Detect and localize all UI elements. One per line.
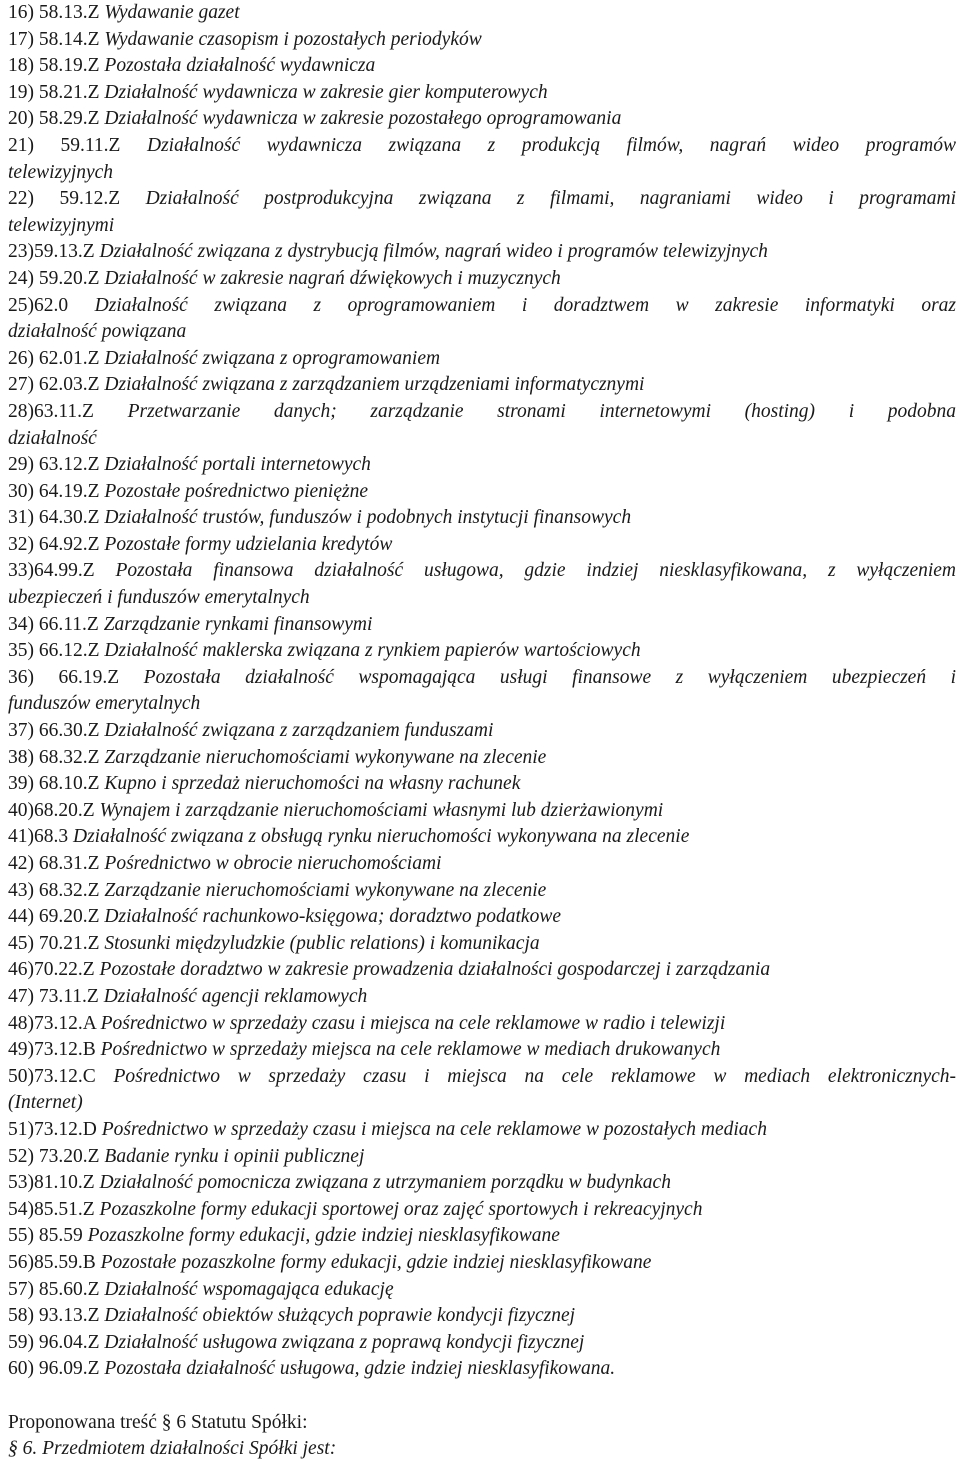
activity-code: 16) 58.13.Z <box>8 2 100 23</box>
activity-description-continuation: ubezpieczeń i funduszów emerytalnych <box>8 587 310 609</box>
list-item <box>8 612 956 639</box>
activity-description: Działalność związana z oprogramowaniem <box>104 347 441 369</box>
activity-code: 28)63.11.Z <box>8 400 94 422</box>
proposal-section <box>8 1410 956 1463</box>
activity-code: 20) 58.29.Z <box>8 108 100 130</box>
activity-code: 38) 68.32.Z <box>8 746 100 768</box>
activity-code: 23)59.13.Z <box>8 241 95 263</box>
activity-description: Działalność maklerska związana z rynkiem papierów wartościowych <box>104 640 641 662</box>
activity-code: 32) 64.92.Z <box>8 533 100 555</box>
activity-description: Pośrednictwo w sprzedaży miejsca na cele reklamowe w mediach drukowanych <box>100 1039 721 1061</box>
activity-description: Pośrednictwo w obrocie nieruchomościami <box>104 853 442 874</box>
activity-description: Działalność postprodukcyjna związana z filmami, nagraniami wideo i programami <box>145 188 956 210</box>
list-item <box>8 53 956 80</box>
activity-description: Stosunki międzyludzkie (public relations) i komunikacja <box>104 932 540 954</box>
list-item <box>8 399 956 426</box>
activity-description: Działalność w zakresie nagrań dźwiękowych i muzycznych <box>104 267 561 289</box>
activity-code: 43) 68.32.Z <box>8 879 100 901</box>
activity-description: Działalność portali internetowych <box>104 454 371 476</box>
activity-code: 52) 73.20.Z <box>8 1145 100 1167</box>
activity-code: 22) 59.12.Z <box>8 188 121 210</box>
activity-list <box>8 0 956 1383</box>
activity-description: Badanie rynku i opinii publicznej <box>104 1145 365 1167</box>
activity-code: 40)68.20.Z <box>8 799 95 821</box>
activity-code: 59) 96.04.Z <box>8 1331 100 1353</box>
list-item <box>8 1117 956 1144</box>
list-item <box>8 239 956 266</box>
activity-code: 48)73.12.A <box>8 1012 96 1034</box>
activity-code: 51)73.12.D <box>8 1118 97 1140</box>
activity-code: 19) 58.21.Z <box>8 81 100 103</box>
activity-code: 47) 73.11.Z <box>8 985 99 1007</box>
activity-code: 37) 66.30.Z <box>8 720 100 742</box>
list-item <box>8 479 956 506</box>
document-page <box>8 0 956 1463</box>
section-gap <box>8 1383 956 1410</box>
activity-code: 55) 85.59 <box>8 1225 83 1247</box>
list-item <box>8 0 956 27</box>
activity-code: 39) 68.10.Z <box>8 773 100 795</box>
list-item-continuation <box>8 1090 956 1117</box>
list-item <box>8 372 956 399</box>
list-item <box>8 266 956 293</box>
list-item <box>8 293 956 320</box>
list-item <box>8 27 956 54</box>
activity-description: Pozostała działalność wydawnicza <box>104 55 376 77</box>
activity-code: 44) 69.20.Z <box>8 906 100 928</box>
activity-description: Działalność trustów, funduszów i podobnych instytucji finansowych <box>104 507 632 529</box>
activity-description: Przetwarzanie danych; zarządzanie stronami internetowymi (hosting) i podobna <box>127 400 956 422</box>
activity-description: Pozostałe pozaszkolne formy edukacji, gdzie indziej niesklasyfikowane <box>100 1251 652 1273</box>
activity-description: Pozostała finansowa działalność usługowa, gdzie indziej niesklasyfikowana, z wyłączeniem <box>115 560 956 582</box>
activity-description: Wydawanie gazet <box>104 2 240 23</box>
activity-description: Działalność związana z dystrybucją filmów, nagrań wideo i programów telewizyjnych <box>99 241 768 263</box>
activity-description: Pozostałe pośrednictwo pieniężne <box>104 480 368 502</box>
activity-code: 53)81.10.Z <box>8 1172 95 1194</box>
list-item <box>8 505 956 532</box>
list-item <box>8 984 956 1011</box>
list-item <box>8 931 956 958</box>
activity-code: 17) 58.14.Z <box>8 28 100 50</box>
list-item <box>8 824 956 851</box>
activity-description-continuation: telewizyjnych <box>8 161 114 183</box>
list-item-continuation <box>8 213 956 240</box>
list-item <box>8 1144 956 1171</box>
list-item <box>8 346 956 373</box>
list-item <box>8 1277 956 1304</box>
activity-description: Zarządzanie nieruchomościami wykonywane na zlecenie <box>104 879 547 901</box>
activity-description: Pozaszkolne formy edukacji sportowej oraz zajęć sportowych i rekreacyjnych <box>99 1198 703 1220</box>
list-item <box>8 1356 956 1383</box>
activity-code: 21) 59.11.Z <box>8 134 121 156</box>
activity-description-continuation: działalność powiązana <box>8 321 187 343</box>
activity-description-continuation: telewizyjnymi <box>8 214 115 236</box>
proposal-subheading: § 6. Przedmiotem działalności Spółki jest: <box>8 1438 337 1460</box>
list-item <box>8 665 956 692</box>
activity-description: Pozostała działalność wspomagająca usługi finansowe z wyłączeniem ubezpieczeń i <box>143 666 956 688</box>
list-item <box>8 904 956 931</box>
activity-code: 41)68.3 <box>8 826 69 848</box>
activity-description: Zarządzanie nieruchomościami wykonywane na zlecenie <box>104 746 547 768</box>
activity-code: 34) 66.11.Z <box>8 613 99 635</box>
list-item-continuation <box>8 585 956 612</box>
list-item <box>8 1064 956 1091</box>
list-item-continuation <box>8 160 956 187</box>
activity-description: Działalność rachunkowo-księgowa; doradztwo podatkowe <box>104 906 561 928</box>
list-item <box>8 106 956 133</box>
activity-code: 50)73.12.C <box>8 1065 96 1087</box>
activity-code: 49)73.12.B <box>8 1039 96 1061</box>
activity-description: Pozostałe doradztwo w zakresie prowadzenia działalności gospodarczej i zarządzania <box>99 959 771 981</box>
activity-description: Pozaszkolne formy edukacji, gdzie indziej niesklasyfikowane <box>87 1225 560 1247</box>
activity-description: Działalność usługowa związana z poprawą kondycji fizycznej <box>104 1331 585 1353</box>
activity-description: Działalność związana z oprogramowaniem i doradztwem w zakresie informatyki oraz <box>94 294 956 316</box>
proposal-heading: Proponowana treść § 6 Statutu Spółki: <box>8 1411 308 1433</box>
activity-description: Działalność obiektów służących poprawie kondycji fizycznej <box>104 1305 576 1327</box>
activity-description: Wynajem i zarządzanie nieruchomościami własnymi lub dzierżawionymi <box>99 799 664 821</box>
activity-description: Działalność wspomagająca edukację <box>104 1278 394 1300</box>
activity-code: 18) 58.19.Z <box>8 55 100 77</box>
list-item <box>8 1197 956 1224</box>
list-item <box>8 186 956 213</box>
list-item <box>8 1330 956 1357</box>
activity-code: 35) 66.12.Z <box>8 640 100 662</box>
activity-code: 30) 64.19.Z <box>8 480 100 502</box>
list-item <box>8 1011 956 1038</box>
list-item <box>8 558 956 585</box>
list-item <box>8 532 956 559</box>
activity-code: 26) 62.01.Z <box>8 347 100 369</box>
list-item <box>8 1303 956 1330</box>
activity-code: 45) 70.21.Z <box>8 932 100 954</box>
list-item <box>8 1223 956 1250</box>
activity-code: 57) 85.60.Z <box>8 1278 100 1300</box>
list-item <box>8 638 956 665</box>
activity-code: 24) 59.20.Z <box>8 267 100 289</box>
activity-description: Działalność związana z obsługą rynku nieruchomości wykonywana na zlecenie <box>73 826 690 848</box>
activity-code: 54)85.51.Z <box>8 1198 95 1220</box>
list-item <box>8 452 956 479</box>
list-item-continuation <box>8 426 956 453</box>
activity-code: 58) 93.13.Z <box>8 1305 100 1327</box>
activity-code: 60) 96.09.Z <box>8 1358 100 1380</box>
activity-description: Pozostałe formy udzielania kredytów <box>104 533 393 555</box>
activity-description: Działalność wydawnicza związana z produkcją filmów, nagrań wideo programów <box>147 134 956 156</box>
activity-code: 36) 66.19.Z <box>8 666 120 688</box>
activity-code: 46)70.22.Z <box>8 959 95 981</box>
activity-description: Wydawanie czasopism i pozostałych periodyków <box>104 28 482 50</box>
activity-code: 29) 63.12.Z <box>8 454 100 476</box>
list-item <box>8 745 956 772</box>
activity-description: Działalność agencji reklamowych <box>103 985 368 1007</box>
list-item <box>8 851 956 878</box>
activity-description: Pośrednictwo w sprzedaży czasu i miejsca na cele reklamowe w radio i telewizji <box>100 1012 726 1034</box>
activity-code: 31) 64.30.Z <box>8 507 100 529</box>
activity-description-continuation: działalność <box>8 427 97 449</box>
list-item <box>8 878 956 905</box>
activity-code: 27) 62.03.Z <box>8 374 100 396</box>
activity-description-continuation: funduszów emerytalnych <box>8 693 201 715</box>
list-item <box>8 80 956 107</box>
list-item <box>8 133 956 160</box>
activity-description: Kupno i sprzedaż nieruchomości na własny rachunek <box>104 773 521 795</box>
list-item <box>8 718 956 745</box>
list-item-continuation <box>8 691 956 718</box>
activity-description-continuation: (Internet) <box>8 1092 83 1114</box>
activity-description: Pośrednictwo w sprzedaży czasu i miejsca na cele reklamowe w mediach elektronicznych- <box>113 1065 956 1087</box>
activity-description: Działalność wydawnicza w zakresie pozostałego oprogramowania <box>104 108 622 130</box>
list-item <box>8 957 956 984</box>
activity-description: Działalność pomocnicza związana z utrzymaniem porządku w budynkach <box>99 1172 671 1194</box>
list-item <box>8 798 956 825</box>
activity-code: 33)64.99.Z <box>8 560 95 582</box>
list-item <box>8 1037 956 1064</box>
list-item <box>8 771 956 798</box>
activity-description: Pozostała działalność usługowa, gdzie indziej niesklasyfikowana. <box>104 1358 616 1380</box>
activity-description: Działalność związana z zarządzaniem urządzeniami informatycznymi <box>104 374 645 396</box>
activity-description: Działalność związana z zarządzaniem funduszami <box>104 720 494 742</box>
list-item <box>8 1170 956 1197</box>
activity-code: 56)85.59.B <box>8 1251 96 1273</box>
list-item-continuation <box>8 319 956 346</box>
activity-description: Działalność wydawnicza w zakresie gier komputerowych <box>104 81 548 103</box>
list-item <box>8 1250 956 1277</box>
activity-code: 25)62.0 <box>8 294 69 316</box>
activity-description: Zarządzanie rynkami finansowymi <box>103 613 373 635</box>
activity-description: Pośrednictwo w sprzedaży czasu i miejsca na cele reklamowe w pozostałych mediach <box>101 1118 767 1140</box>
activity-code: 42) 68.31.Z <box>8 853 100 874</box>
